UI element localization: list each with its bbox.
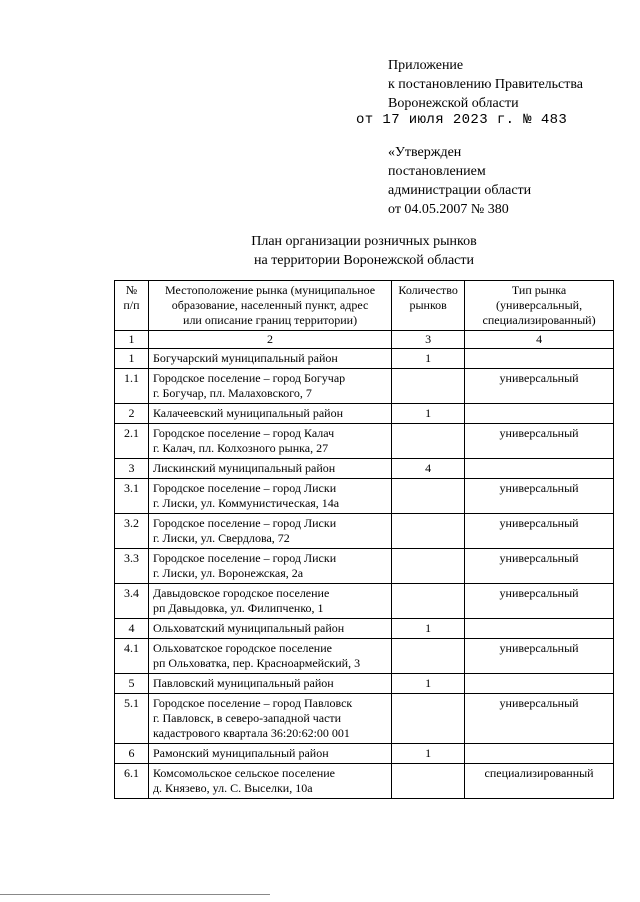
- row-count-cell: [392, 549, 465, 584]
- table-row: [115, 514, 614, 549]
- approved-line-2: постановлением: [388, 164, 486, 179]
- row-type-cell: [465, 349, 614, 369]
- table-row: [115, 694, 614, 744]
- approved-stamp: [388, 143, 531, 219]
- approved-line-1: «Утвержден: [388, 145, 462, 160]
- row-number-cell: 5: [115, 674, 149, 694]
- table-row: [115, 459, 614, 479]
- row-type-cell: универсальный: [465, 514, 614, 549]
- row-location-cell: Калачеевский муниципальный район: [148, 404, 391, 424]
- column-index-row: [115, 331, 614, 349]
- table-row: [115, 764, 614, 799]
- row-type-cell: [465, 674, 614, 694]
- row-count-cell: [392, 424, 465, 459]
- row-count-cell: [392, 514, 465, 549]
- row-number-cell: 3.4: [115, 584, 149, 619]
- row-location-cell: Ольховатский муниципальный район: [148, 619, 391, 639]
- row-location-cell: Комсомольское сельское поселение д. Князево, ул. С. Выселки, 10а: [148, 764, 391, 799]
- row-type-cell: [465, 404, 614, 424]
- row-count-cell: [392, 479, 465, 514]
- row-count-cell: 1: [392, 349, 465, 369]
- column-index-cell: 1: [115, 331, 149, 349]
- row-type-cell: универсальный: [465, 479, 614, 514]
- row-count-cell: [392, 694, 465, 744]
- row-count-cell: 4: [392, 459, 465, 479]
- column-index-cell: 2: [148, 331, 391, 349]
- row-location-cell: Ольховатское городское поселение рп Ольховатка, пер. Красноармейский, 3: [148, 639, 391, 674]
- row-number-cell: 2: [115, 404, 149, 424]
- footnote-divider: [0, 894, 270, 895]
- row-type-cell: универсальный: [465, 639, 614, 674]
- row-number-cell: 4: [115, 619, 149, 639]
- approved-line-3: администрации области: [388, 183, 532, 198]
- appendix-line-1: Приложение: [388, 58, 464, 73]
- row-number-cell: 6: [115, 744, 149, 764]
- row-count-cell: 1: [392, 619, 465, 639]
- row-count-cell: [392, 764, 465, 799]
- row-location-cell: Городское поселение – город Калач г. Калач, пл. Колхозного рынка, 27: [148, 424, 391, 459]
- row-type-cell: универсальный: [465, 549, 614, 584]
- row-number-cell: 4.1: [115, 639, 149, 674]
- decree-date-number: от 17 июля 2023 г. № 483: [356, 112, 568, 128]
- row-number-cell: 3.3: [115, 549, 149, 584]
- row-number-cell: 1.1: [115, 369, 149, 404]
- table-row: [115, 369, 614, 404]
- table-row: [115, 619, 614, 639]
- title-line-1: План организации розничных рынков: [251, 234, 477, 249]
- column-index-cell: 3: [392, 331, 465, 349]
- row-count-cell: 1: [392, 744, 465, 764]
- table-row: [115, 424, 614, 459]
- table-row: [115, 584, 614, 619]
- row-count-cell: [392, 639, 465, 674]
- row-location-cell: Павловский муниципальный район: [148, 674, 391, 694]
- column-index-cell: 4: [465, 331, 614, 349]
- row-number-cell: 2.1: [115, 424, 149, 459]
- row-number-cell: 1: [115, 349, 149, 369]
- table-row: [115, 479, 614, 514]
- row-count-cell: [392, 584, 465, 619]
- appendix-line-2: к постановлению Правительства: [388, 77, 584, 92]
- row-location-cell: Лискинский муниципальный район: [148, 459, 391, 479]
- header-location: Местоположение рынка (муниципальное образование, населенный пункт, адрес или описание границ территории): [148, 281, 391, 331]
- table-header-row: [115, 281, 614, 331]
- row-number-cell: 6.1: [115, 764, 149, 799]
- row-count-cell: [392, 369, 465, 404]
- row-location-cell: Давыдовское городское поселение рп Давыдовка, ул. Филипченко, 1: [148, 584, 391, 619]
- table-row: [115, 549, 614, 584]
- row-type-cell: универсальный: [465, 694, 614, 744]
- row-type-cell: специализированный: [465, 764, 614, 799]
- row-location-cell: Рамонский муниципальный район: [148, 744, 391, 764]
- row-number-cell: 3.2: [115, 514, 149, 549]
- header-type: Тип рынка (универсальный, специализированный): [465, 281, 614, 331]
- row-type-cell: [465, 619, 614, 639]
- row-type-cell: [465, 459, 614, 479]
- row-type-cell: [465, 744, 614, 764]
- approved-line-4: от 04.05.2007 № 380: [388, 202, 509, 217]
- table-row: [115, 744, 614, 764]
- row-type-cell: универсальный: [465, 584, 614, 619]
- title-line-2: на территории Воронежской области: [253, 253, 474, 268]
- table-row: [115, 404, 614, 424]
- header-number: № п/п: [115, 281, 149, 331]
- document-title: [0, 232, 640, 270]
- row-type-cell: универсальный: [465, 424, 614, 459]
- row-count-cell: 1: [392, 404, 465, 424]
- row-count-cell: 1: [392, 674, 465, 694]
- appendix-line-3: Воронежской области: [388, 96, 519, 111]
- row-number-cell: 3.1: [115, 479, 149, 514]
- appendix-header: [388, 56, 583, 113]
- table-row: [115, 674, 614, 694]
- row-location-cell: Городское поселение – город Богучар г. Богучар, пл. Малаховского, 7: [148, 369, 391, 404]
- row-number-cell: 5.1: [115, 694, 149, 744]
- row-location-cell: Городское поселение – город Павловск г. Павловск, в северо-западной части кадастрового квартала 36:20:62:00 001: [148, 694, 391, 744]
- table-row: [115, 349, 614, 369]
- row-location-cell: Городское поселение – город Лиски г. Лиски, ул. Коммунистическая, 14а: [148, 479, 391, 514]
- row-location-cell: Городское поселение – город Лиски г. Лиски, ул. Свердлова, 72: [148, 514, 391, 549]
- row-number-cell: 3: [115, 459, 149, 479]
- row-location-cell: Богучарский муниципальный район: [148, 349, 391, 369]
- table-row: [115, 639, 614, 674]
- row-location-cell: Городское поселение – город Лиски г. Лиски, ул. Воронежская, 2а: [148, 549, 391, 584]
- row-type-cell: универсальный: [465, 369, 614, 404]
- markets-table: [114, 280, 614, 799]
- header-count: Количество рынков: [392, 281, 465, 331]
